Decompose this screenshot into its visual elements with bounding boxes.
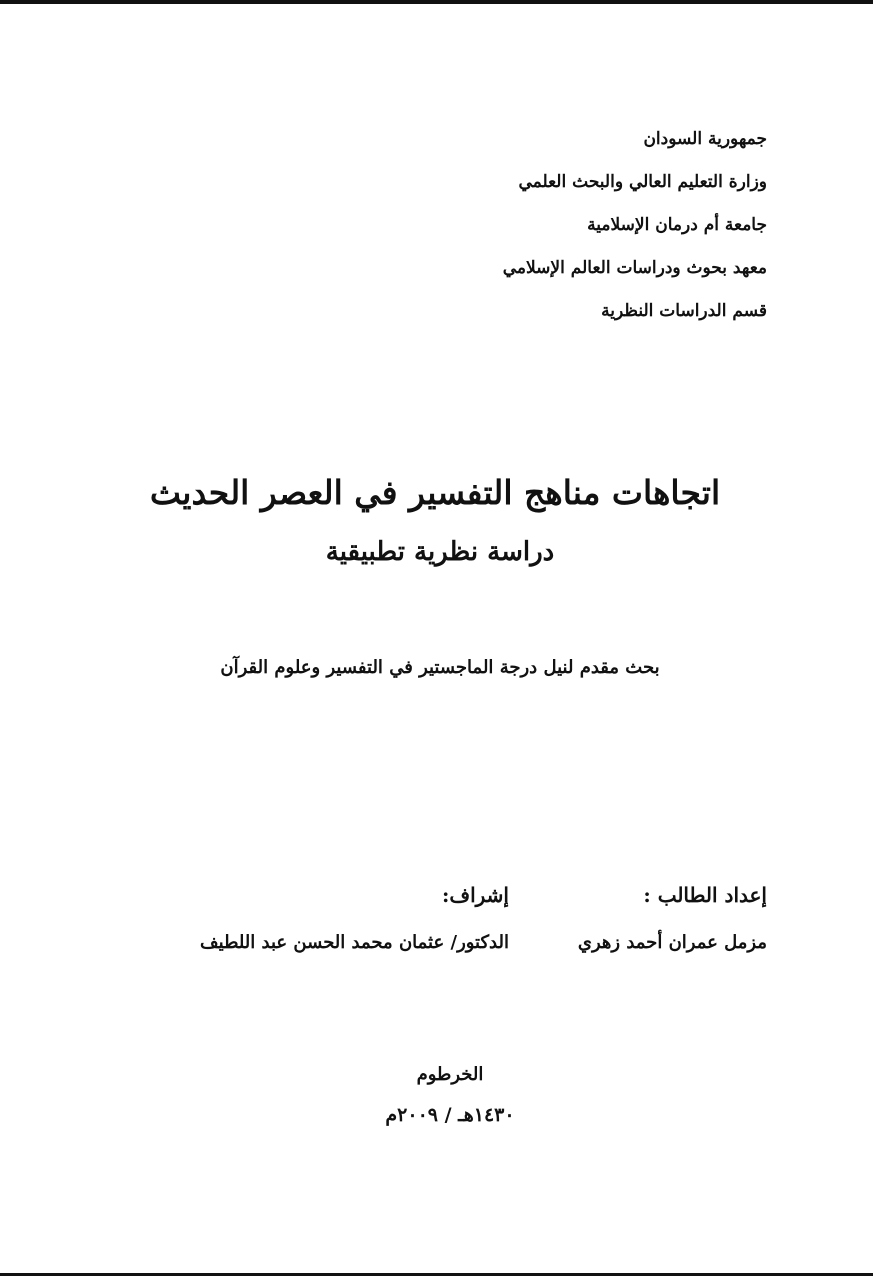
supervisor-name: الدكتور/ عثمان محمد الحسن عبد اللطيف <box>200 932 509 953</box>
student-label: إعداد الطالب : <box>643 883 767 907</box>
credits-block <box>107 878 767 968</box>
page-border-top <box>0 0 873 4</box>
header-country: جمهورية السودان <box>643 129 767 149</box>
city: الخرطوم <box>416 1064 484 1085</box>
thesis-title: اتجاهات مناهج التفسير في العصر الحديث <box>149 473 721 512</box>
header-institute: معهد بحوث ودراسات العالم الإسلامي <box>502 258 767 278</box>
student-name: مزمل عمران أحمد زهري <box>577 932 767 953</box>
institution-header <box>207 118 767 333</box>
page-border-bottom <box>0 1273 873 1276</box>
thesis-subtitle: دراسة نظرية تطبيقية <box>325 537 555 567</box>
supervisor-label: إشراف: <box>441 883 509 907</box>
header-ministry: وزارة التعليم العالي والبحث العلمي <box>518 172 767 192</box>
header-department: قسم الدراسات النظرية <box>601 301 767 321</box>
thesis-purpose: بحث مقدم لنيل درجة الماجستير في التفسير وعلوم القرآن <box>220 657 660 678</box>
header-university: جامعة أم درمان الإسلامية <box>587 215 767 235</box>
date: ١٤٣٠هـ / ٢٠٠٩م <box>385 1104 515 1126</box>
